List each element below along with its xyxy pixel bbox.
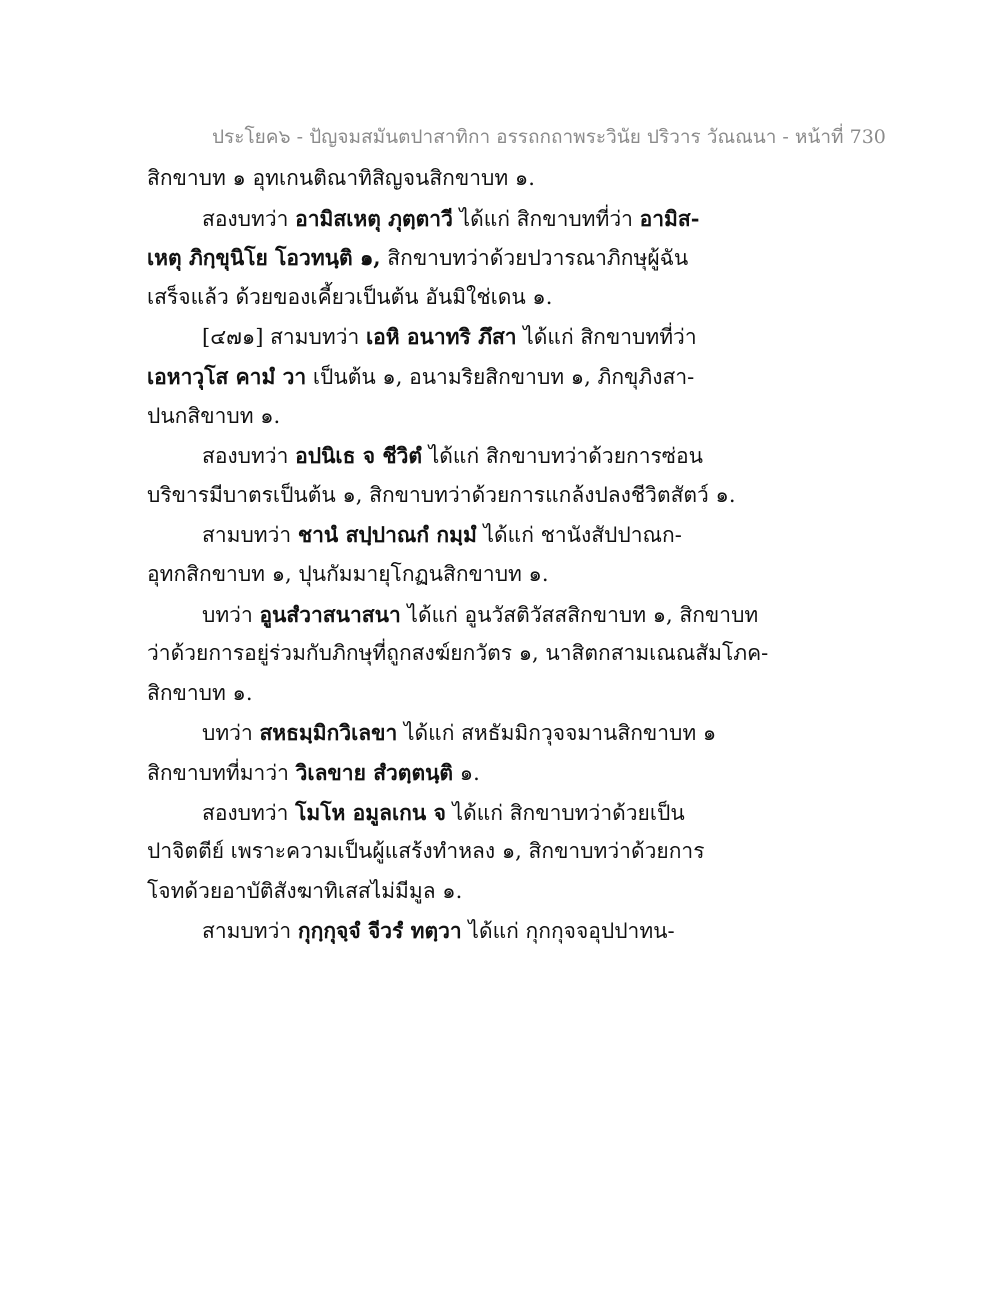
text-line [147,872,767,912]
text-segment: สิกขาบท ๑. [147,680,253,705]
text-segment: สิกขาบท ๑ อุทเกนติณาทิสิญจนสิกขาบท ๑. [147,166,535,190]
text-line [147,397,767,437]
text-segment: ว่าด้วยการอยู่ร่วมกับภิกษุที่ถูกสงฆ์ยกวัตร ๑, นาสิตกสามเณณสัมโภค- [147,641,769,666]
text-segment: สิกขาบทที่มาว่า [147,760,296,785]
text-line [147,674,767,714]
text-segment: ได้แก่ สิกขาบทที่ว่า [452,206,640,231]
text-segment: ได้แก่ ชานังสัปปาณก- [476,523,682,548]
bold-term: เอหาวุโส คามํ วา [147,363,307,389]
bold-term: วิเลขาย สํวตฺตนฺติ [295,759,454,785]
text-segment: ปนกสิขาบท ๑. [147,403,281,428]
text-line [147,595,767,635]
text-line [147,555,767,595]
text-segment: ได้แก่ สิกขาบทว่าด้วยการซ่อน [422,444,704,469]
text-line [147,911,767,951]
text-line [147,476,767,516]
text-segment: ๑. [453,760,480,785]
text-segment: ได้แก่ สหธัมมิกวุจจมานสิกขาบท ๑ [397,721,717,746]
document-body [147,159,767,951]
bold-term: กุกฺกุจฺจํ จีวรํ ทตฺวา [297,918,462,944]
text-line [147,357,767,397]
bold-term: อปนิเธ จ ชีวิตํ [295,443,423,469]
text-line [147,515,767,555]
text-segment: สองบทว่า [202,800,296,825]
bold-term: สหธมฺมิกวิเลขา [259,720,398,746]
bold-term: อามิสเหตุ ภุตฺตาวี [295,205,453,231]
bold-term: ชานํ สปฺปาณกํ กมฺมํ [297,522,477,548]
text-segment: สองบทว่า [202,444,296,469]
text-line [147,317,767,357]
bold-term: โมโห อมูลเกน จ [295,799,446,825]
text-line [147,832,767,872]
text-segment: ได้แก่ อูนวัสติวัสสสิกขาบท ๑, สิกขาบท [400,602,759,627]
text-segment: สามบทว่า [202,523,298,548]
text-segment: อุทกสิกขาบท ๑, ปุนกัมมายุโกฏนสิกขาบท ๑. [147,561,549,586]
text-line [147,753,767,793]
text-segment: ได้แก่ สิกขาบทว่าด้วยเป็น [445,800,685,825]
text-segment: ได้แก่ สิกขาบทที่ว่า [516,325,697,350]
text-segment: สองบทว่า [202,206,296,231]
bold-term: อูนสํวาสนาสนา [259,601,401,627]
text-line [147,159,767,199]
text-line [147,278,767,318]
text-line [147,634,767,674]
text-line [147,238,767,278]
bold-term: เหตุ ภิกฺขุนิโย โอวทนฺติ ๑, [147,245,381,271]
text-segment: บทว่า [202,602,260,627]
text-segment: เสร็จแล้ว ด้วยของเคี้ยวเป็นต้น อันมิใช่เดน ๑. [147,284,553,309]
text-line [147,713,767,753]
text-segment: ได้แก่ กุกกุจจอุปปาทน- [461,919,675,944]
page-header: ประโยค๖ - ปัญจมสมันตปาสาทิกา อรรถกถาพระวินัย ปริวาร วัณณนา - หน้าที่ 730 [212,126,886,148]
text-segment: สามบทว่า [202,919,298,944]
text-segment: สิกขาบทว่าด้วยปวารณาภิกษุผู้ฉัน [380,246,689,271]
bold-term: อามิส- [639,205,700,231]
bold-term: เอหิ อนาทริ ภึสา [365,324,517,350]
text-segment: ปาจิตตีย์ เพราะความเป็นผู้แสร้งทำหลง ๑, สิกขาบทว่าด้วยการ [147,839,705,864]
text-line [147,793,767,833]
text-segment: เป็นต้น ๑, อนามริยสิกขาบท ๑, ภิกขุภิงสา- [306,364,695,389]
text-line [147,199,767,239]
text-line [147,436,767,476]
text-segment: บริขารมีบาตรเป็นต้น ๑, สิกขาบทว่าด้วยการแกล้งปลงชีวิตสัตว์ ๑. [147,482,736,507]
text-segment: [๔๗๑] สามบทว่า [202,325,366,350]
text-segment: โจทด้วยอาบัติสังฆาทิเสสไม่มีมูล ๑. [147,878,463,903]
text-segment: บทว่า [202,721,260,746]
